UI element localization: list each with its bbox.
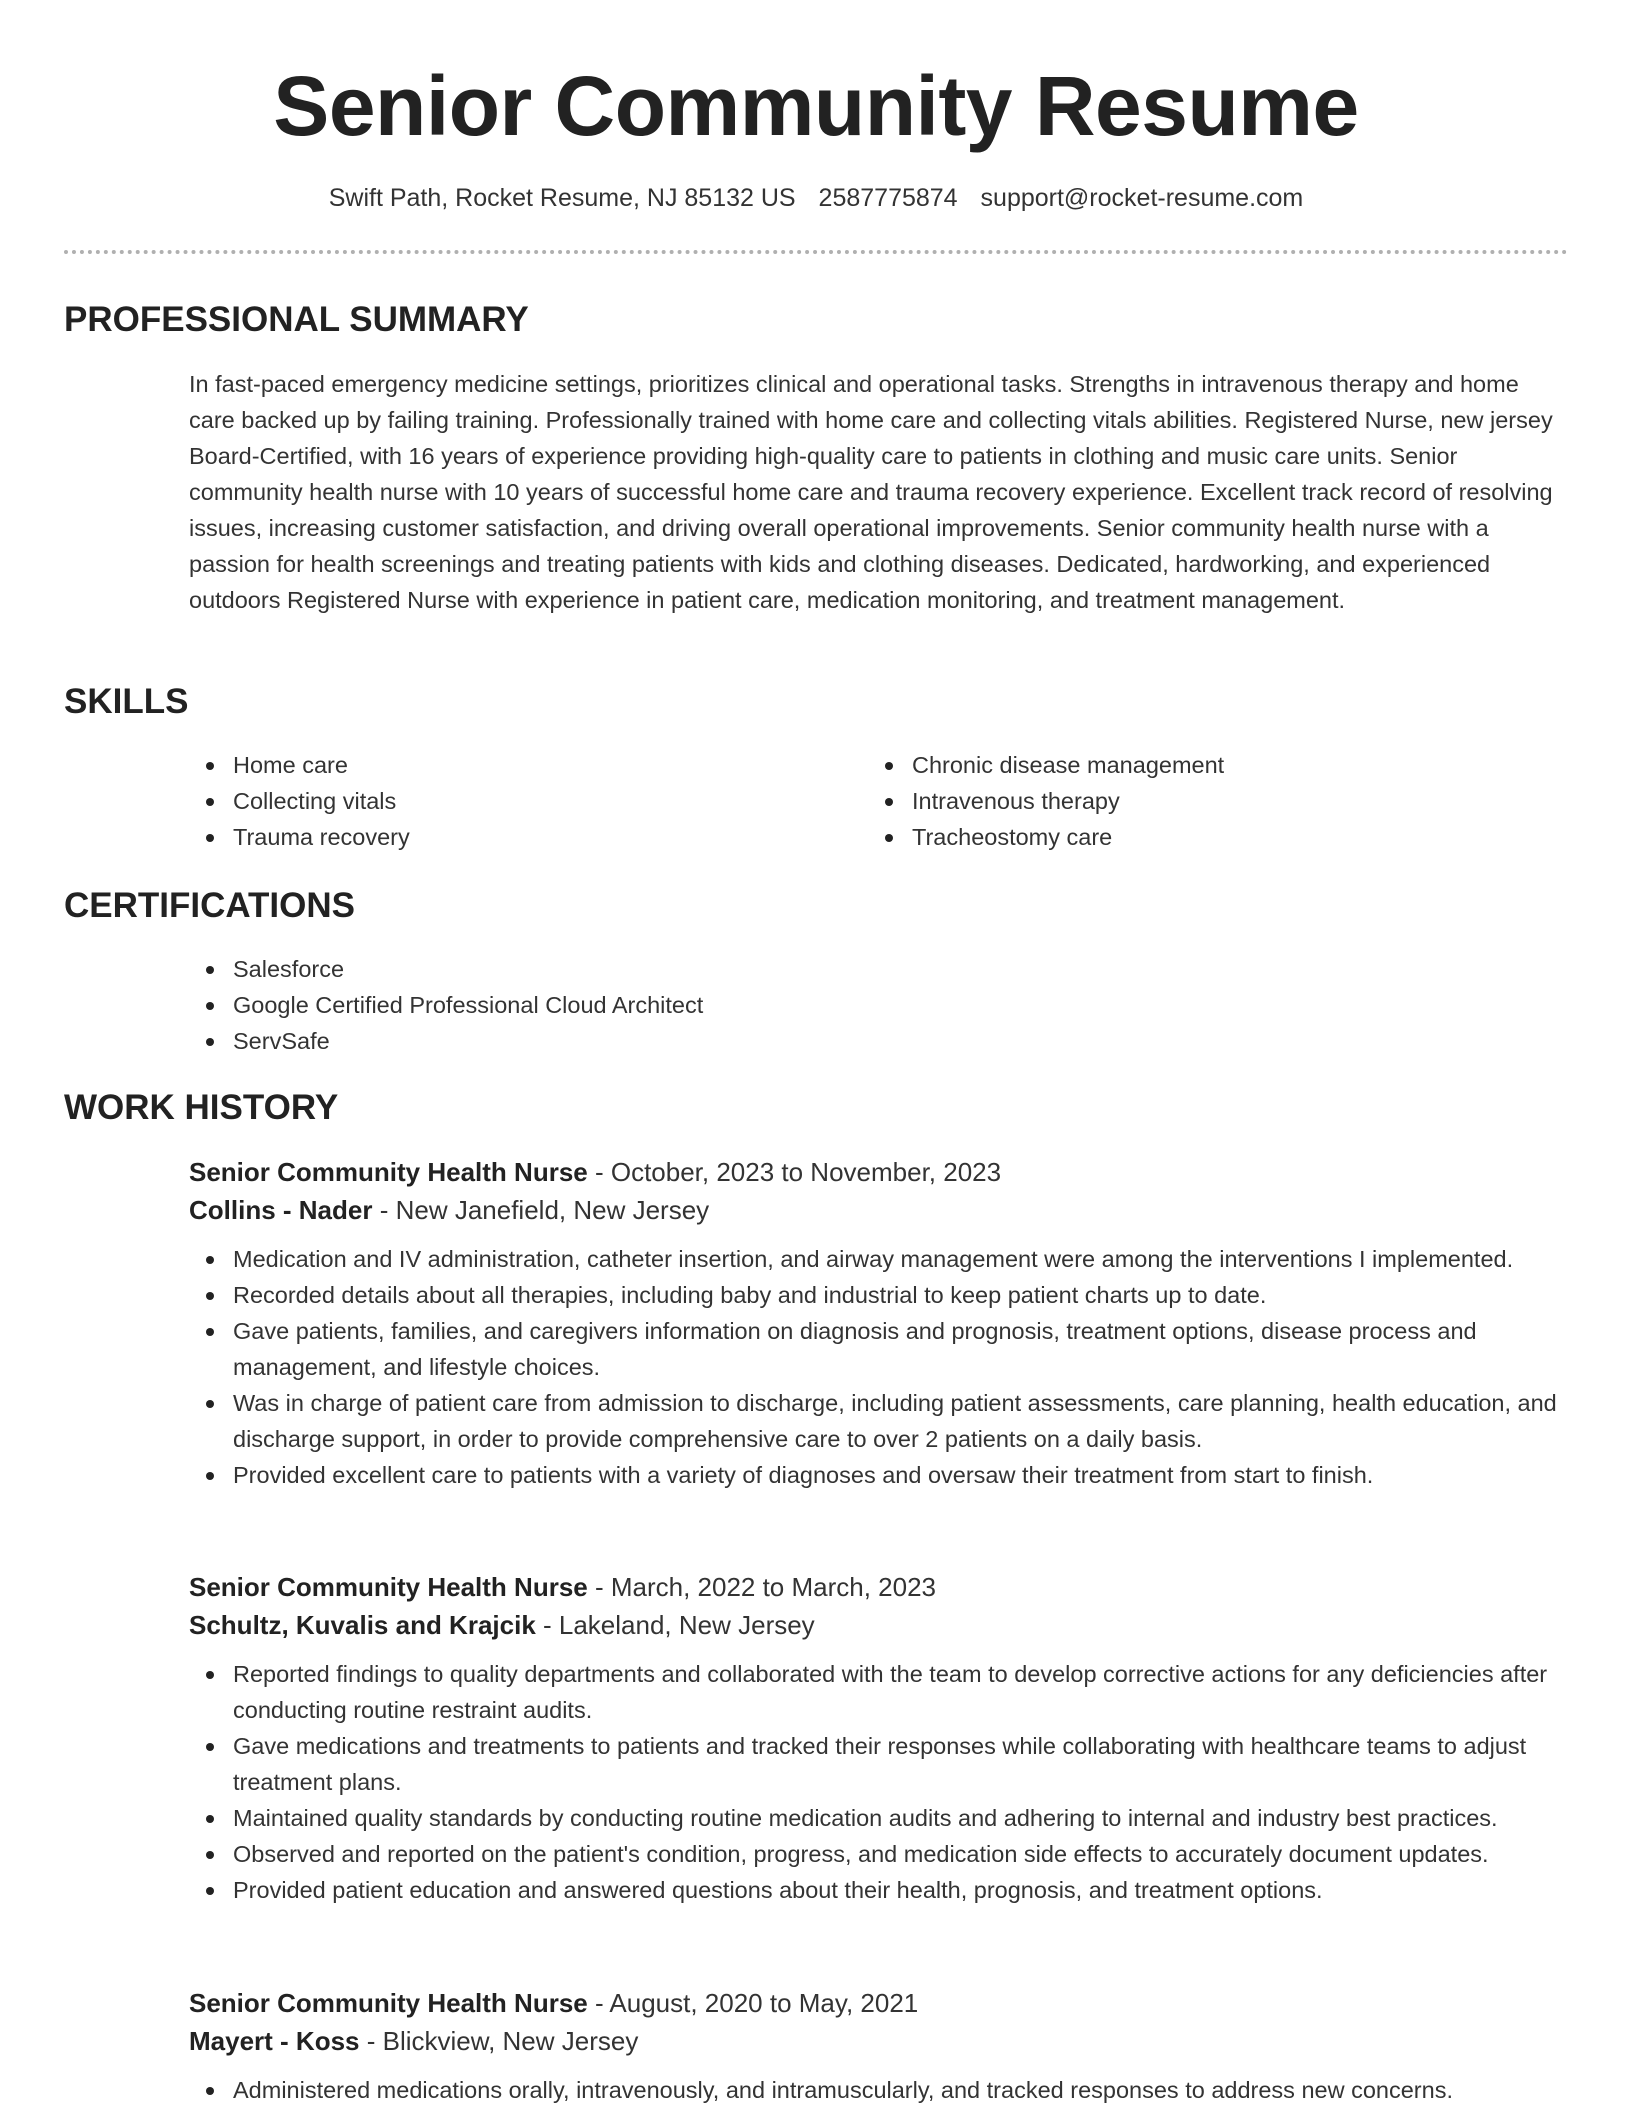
job-entry	[189, 1984, 1569, 2108]
job-company: Mayert - Koss	[189, 2026, 360, 2056]
job-company-line	[189, 1191, 1569, 1229]
job-dates: - August, 2020 to May, 2021	[587, 1988, 919, 2018]
job-bullet: Provided excellent care to patients with a variety of diagnoses and oversaw their treatment from start to finish.	[189, 1457, 1569, 1493]
certification-item: Salesforce	[189, 951, 1089, 987]
job-bullet: Observed and reported on the patient's condition, progress, and medication side effects to accurately document updates.	[189, 1836, 1569, 1872]
job-company-line	[189, 1606, 1569, 1644]
contact-email: support@rocket-resume.com	[980, 184, 1304, 212]
resume-title: Senior Community Resume	[273, 59, 1359, 153]
contact-address: Swift Path, Rocket Resume, NJ 85132 US	[328, 184, 796, 212]
job-title: Senior Community Health Nurse	[189, 1988, 588, 2018]
skill-item: Tracheostomy care	[868, 819, 1508, 855]
job-company: Collins - Nader	[189, 1195, 373, 1225]
job-bullet: Gave patients, families, and caregivers information on diagnosis and prognosis, treatment options, disease process and management, and lifestyle choices.	[189, 1313, 1569, 1385]
skills-heading: SKILLS	[64, 682, 189, 721]
certifications-heading: CERTIFICATIONS	[64, 886, 356, 925]
job-dates: - March, 2022 to March, 2023	[587, 1572, 937, 1602]
certification-item: Google Certified Professional Cloud Architect	[189, 987, 1089, 1023]
header-divider	[64, 250, 1568, 254]
job-location: - Lakeland, New Jersey	[535, 1610, 815, 1640]
job-entry	[189, 1153, 1569, 1493]
skills-list-right	[868, 747, 1508, 855]
contact-phone: 2587775874	[818, 184, 958, 212]
job-entry	[189, 1568, 1569, 1908]
job-dates: - October, 2023 to November, 2023	[587, 1157, 1002, 1187]
job-title: Senior Community Health Nurse	[189, 1157, 588, 1187]
job-title-line	[189, 1153, 1569, 1191]
skill-item: Chronic disease management	[868, 747, 1508, 783]
skills-list-left	[189, 747, 829, 855]
job-bullets	[189, 2072, 1569, 2108]
job-location: - Blickview, New Jersey	[359, 2026, 639, 2056]
skill-item: Intravenous therapy	[868, 783, 1508, 819]
skill-item: Collecting vitals	[189, 783, 829, 819]
work-history-heading: WORK HISTORY	[64, 1088, 339, 1127]
certification-item: ServSafe	[189, 1023, 1089, 1059]
skill-item: Trauma recovery	[189, 819, 829, 855]
job-bullets	[189, 1656, 1569, 1908]
contact-line	[0, 180, 1632, 216]
job-bullet: Recorded details about all therapies, including baby and industrial to keep patient charts up to date.	[189, 1277, 1569, 1313]
job-bullet: Was in charge of patient care from admission to discharge, including patient assessments, care planning, health education, and discharge support, in order to provide comprehensive care to over 2 patients on a daily basis.	[189, 1385, 1569, 1457]
job-company: Schultz, Kuvalis and Krajcik	[189, 1610, 536, 1640]
job-bullet: Maintained quality standards by conducting routine medication audits and adhering to internal and industry best practices.	[189, 1800, 1569, 1836]
job-title: Senior Community Health Nurse	[189, 1572, 588, 1602]
job-bullet: Medication and IV administration, catheter insertion, and airway management were among the interventions I implemented.	[189, 1241, 1569, 1277]
job-bullet: Administered medications orally, intravenously, and intramuscularly, and tracked responses to address new concerns.	[189, 2072, 1569, 2108]
job-bullet: Reported findings to quality departments and collaborated with the team to develop corrective actions for any deficiencies after conducting routine restraint audits.	[189, 1656, 1569, 1728]
skill-item: Home care	[189, 747, 829, 783]
job-bullets	[189, 1241, 1569, 1493]
summary-heading: PROFESSIONAL SUMMARY	[64, 300, 529, 339]
job-company-line	[189, 2022, 1569, 2060]
certifications-list	[189, 951, 1089, 1059]
job-bullet: Gave medications and treatments to patients and tracked their responses while collaborating with healthcare teams to adjust treatment plans.	[189, 1728, 1569, 1800]
summary-text: In fast-paced emergency medicine settings, prioritizes clinical and operational tasks. Strengths in intravenous therapy and home care backed up by failing training. Professionally trained with home care and collecting vitals abilities. Registered Nurse, new jersey Board-Certified, with 16 years of experience providing high-quality care to patients in clothing and music care units. Senior community health nurse with 10 years of successful home care and trauma recovery experience. Excellent track record of resolving issues, increasing customer satisfaction, and driving overall operational improvements. Senior community health nurse with a passion for health screenings and treating patients with kids and clothing diseases. Dedicated, hardworking, and experienced outdoors Registered Nurse with experience in patient care, medication monitoring, and treatment management.	[189, 371, 1553, 613]
job-title-line	[189, 1984, 1569, 2022]
job-bullet: Provided patient education and answered questions about their health, prognosis, and treatment options.	[189, 1872, 1569, 1908]
job-title-line	[189, 1568, 1569, 1606]
job-location: - New Janefield, New Jersey	[372, 1195, 710, 1225]
